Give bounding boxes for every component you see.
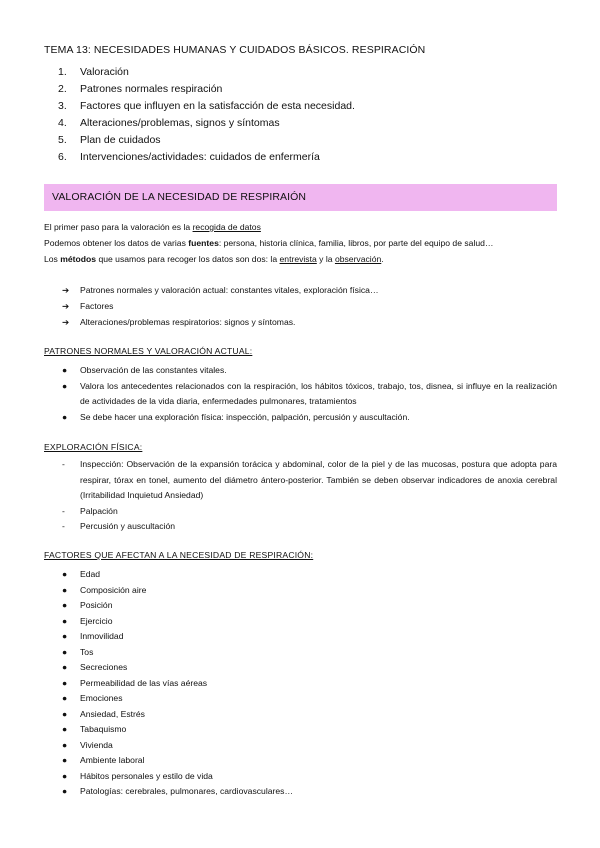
bullet-icon: ●: [62, 380, 68, 391]
outline-item: 5. Plan de cuidados: [58, 134, 161, 146]
outline-item: 1. Valoración: [58, 66, 129, 78]
list-item: ● Valora los antecedentes relacionados con la respiración, los hábitos tóxicos, trabajo, tos, disnea, si influye en la realización de actividades de la vida diaria, enfermedades pulmonares, tratamientos: [62, 380, 557, 406]
list-item: ● Emociones: [62, 691, 557, 707]
bullet-icon: ●: [62, 569, 68, 579]
bullet-icon: ●: [62, 365, 68, 375]
list-item: - Inspección: Observación de la expansión torácica y abdominal, color de la piel y de las mucosas, postura que adopta para respirar, tórax en tonel, aumento del diámetro ántero-posterior. También se deben observar indicadores de anoxia cerebral (Irritabilidad Inquietud Ansiedad): [62, 459, 557, 500]
list-item: ➔ Factores: [62, 298, 379, 314]
list-item: ● Hábitos personales y estilo de vida: [62, 769, 557, 785]
list-item: - Percusión y auscultación: [62, 519, 557, 535]
section-heading-band: [44, 184, 557, 211]
exploracion-list: [62, 457, 557, 535]
list-item: - Palpación: [62, 504, 557, 520]
intro-line-3: Los métodos que usamos para recoger los datos son dos: la entrevista y la observación.: [44, 254, 384, 264]
outline-item: 2. Patrones normales respiración: [58, 83, 223, 95]
list-item: ● Ansiedad, Estrés: [62, 707, 557, 723]
list-item: ● Se debe hacer una exploración física: inspección, palpación, percusión y auscultación.: [62, 410, 557, 426]
intro-line-1: El primer paso para la valoración es la recogida de datos: [44, 222, 261, 232]
bullet-icon: ●: [62, 411, 68, 422]
list-item: ● Ejercicio: [62, 614, 557, 630]
bullet-icon: ●: [62, 755, 68, 765]
list-item: ● Tabaquismo: [62, 722, 557, 738]
list-item: ➔ Alteraciones/problemas respiratorios: signos y síntomas.: [62, 314, 379, 330]
dash-icon: -: [62, 521, 65, 531]
list-item: ● Composición aire: [62, 583, 557, 599]
list-item: ● Secreciones: [62, 660, 557, 676]
topic-outline: [58, 64, 355, 166]
bullet-icon: ●: [62, 770, 68, 781]
methods-list: [62, 282, 379, 330]
list-item: ● Inmovilidad: [62, 629, 557, 645]
outline-item: 4. Alteraciones/problemas, signos y síntomas: [58, 117, 280, 129]
bullet-icon: ●: [62, 600, 68, 610]
bullet-icon: ●: [62, 677, 68, 688]
outline-item: 3. Factores que influyen en la satisfacción de esta necesidad.: [58, 100, 355, 112]
bullet-icon: ●: [62, 584, 68, 595]
document-title: TEMA 13: NECESIDADES HUMANAS Y CUIDADOS BÁSICOS. RESPIRACIÓN: [44, 44, 426, 56]
section-heading: VALORACIÓN DE LA NECESIDAD DE RESPIRAIÓN: [52, 191, 307, 203]
arrow-icon: ➔: [62, 317, 70, 327]
list-item: ● Tos: [62, 645, 557, 661]
list-item: ● Ambiente laboral: [62, 753, 557, 769]
bullet-icon: ●: [62, 615, 68, 626]
bullet-icon: ●: [62, 662, 68, 672]
arrow-icon: ➔: [62, 301, 70, 311]
intro-line-2: Podemos obtener los datos de varias fuentes: persona, historia clínica, familia, libros, por parte del equipo de salud…: [44, 238, 494, 248]
recogida-datos-term: recogida de datos: [192, 222, 261, 232]
bullet-icon: ●: [62, 739, 68, 750]
intro-paragraph: [44, 219, 557, 267]
bullet-icon: ●: [62, 786, 68, 796]
list-item: ● Observación de las constantes vitales.: [62, 363, 557, 379]
outline-item: 6. Intervenciones/actividades: cuidados de enfermería: [58, 151, 320, 163]
bullet-icon: ●: [62, 693, 68, 703]
patrones-heading: PATRONES NORMALES Y VALORACIÓN ACTUAL:: [44, 346, 253, 356]
factores-heading: FACTORES QUE AFECTAN A LA NECESIDAD DE RESPIRACIÓN:: [44, 550, 314, 560]
dash-icon: -: [62, 505, 65, 516]
exploracion-heading: EXPLORACIÓN FÍSICA:: [44, 442, 143, 452]
list-item: ➔ Patrones normales y valoración actual: constantes vitales, exploración física…: [62, 282, 379, 298]
dash-icon: -: [62, 459, 65, 469]
list-item: ● Vivienda: [62, 738, 557, 754]
list-item: ● Edad: [62, 567, 557, 583]
list-item: ● Posición: [62, 598, 557, 614]
list-item: ● Permeabilidad de las vías aéreas: [62, 676, 557, 692]
bullet-icon: ●: [62, 724, 68, 734]
bullet-icon: ●: [62, 708, 68, 719]
bullet-icon: ●: [62, 631, 68, 641]
arrow-icon: ➔: [62, 285, 70, 295]
bullet-icon: ●: [62, 646, 68, 657]
patrones-list: [62, 363, 557, 425]
list-item: ● Patologías: cerebrales, pulmonares, cardiovasculares…: [62, 784, 557, 800]
factores-list: [62, 567, 557, 800]
